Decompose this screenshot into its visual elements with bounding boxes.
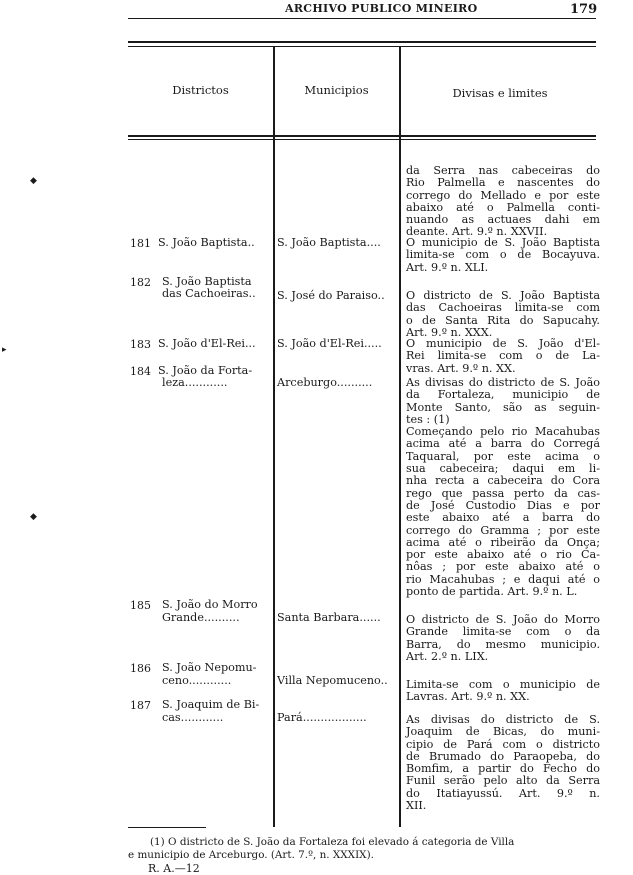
table-top-rule-thin	[128, 46, 596, 47]
table-top-rule	[128, 41, 596, 43]
municipality-name: Santa Barbara......	[277, 611, 381, 624]
signature-mark: R. A.—12	[148, 862, 200, 875]
division-text: As divisas do districto de S. Joaquim de Bicas, do muni- cipio de Pará com o districto de Brumado do Paraopeba, do Bomfim, a partir do Fecho do Funil serão pelo alto da Serra do Itatiayussú. Art. 9.º n. XII.	[406, 713, 600, 813]
entry-number: 183	[130, 338, 151, 351]
continued-division-text: da Serra nas cabeceiras do Rio Palmella e nascentes do corrego do Mellado e por este abaixo até o Palmella conti- nuando as actuaes dahi em deante. Art. 9.º n. XXVII.	[406, 164, 600, 239]
running-header-title: ARCHIVO PUBLICO MINEIRO	[285, 2, 478, 15]
division-text: O districto de S. João Baptista das Cachoeiras limita-se com o de Santa Rita do Sapucahy. Art. 9.º n. XXX.	[406, 289, 600, 339]
page-number: 179	[570, 2, 598, 17]
district-name: S. João Nepomu-	[162, 661, 257, 674]
division-text: O municipio de S. João d'El- Rei limita-se com o de La- vras. Art. 9.º n. XX.	[406, 337, 600, 375]
district-name: S. João Baptista..	[158, 236, 255, 249]
entry-number: 187	[130, 699, 151, 712]
district-name: Grande..........	[162, 611, 240, 624]
division-text: O districto de S. João do Morro Grande limita-se com o da Barra, do mesmo municipio. Art. 2.º n. LIX.	[406, 613, 600, 663]
district-name: ceno............	[162, 674, 232, 687]
entry-number: 185	[130, 599, 151, 612]
district-name: S. Joaquim de Bi-	[162, 698, 260, 711]
district-name: cas............	[162, 711, 224, 724]
footnote-rule	[128, 827, 206, 828]
footnote-text: e municipio de Arceburgo. (Art. 7.º, n. XXXIX).	[128, 849, 374, 861]
margin-mark: ◆	[30, 176, 37, 186]
municipality-name: Arceburgo..........	[277, 376, 373, 389]
district-name: S. João d'El-Rei...	[158, 337, 256, 350]
column-header-divisions: Divisas e limites	[452, 86, 548, 100]
municipality-name: S. João d'El-Rei.....	[277, 337, 382, 350]
column-divider-right	[399, 47, 401, 827]
division-text: Limita-se com o municipio de Lavras. Art. 9.º n. XX.	[406, 678, 600, 704]
footnote-text: (1) O districto de S. João da Fortaleza foi elevado á categoria de Villa	[150, 836, 515, 848]
entry-number: 181	[130, 237, 151, 250]
division-text: O municipio de S. João Baptista limita-se com o de Bocayuva. Art. 9.º n. XLI.	[406, 236, 600, 274]
district-name: S. João do Morro	[162, 598, 258, 611]
column-header-districts: Districtos	[172, 83, 229, 97]
district-name: leza............	[162, 376, 228, 389]
header-rule	[128, 18, 596, 19]
municipality-name: S. José do Paraiso..	[277, 289, 385, 302]
district-name: das Cachoeiras..	[162, 287, 256, 300]
column-divider-left	[273, 47, 275, 827]
entry-number: 182	[130, 276, 151, 289]
margin-mark: ▸	[2, 345, 7, 355]
heading-bottom-rule-thin	[128, 139, 596, 140]
municipality-name: S. João Baptista....	[277, 236, 381, 249]
margin-mark: ◆	[30, 512, 37, 522]
entry-number: 184	[130, 365, 151, 378]
district-name: S. João Baptista	[162, 275, 252, 288]
heading-bottom-rule	[128, 135, 596, 137]
division-text: As divisas do districto de S. João da Fortaleza, municipio de Monte Santo, são as seguin- tes : (1) Começando pelo rio Macahubas acima até a barra do Corregá Taquaral, por este acima o sua cabeceira; daqui em li- nha recta a cabeceira do Cora rego que passa perto da cas- de José Custodio Dias e por este abaixo até a barra do corrego do Gramma ; por este acima até o ribeirão da Onça; por este abaixo até o rio Ca- nôas ; por este abaixo até o rio Macahubas ; e daqui até o ponto de partida. Art. 9.º n. L.	[406, 376, 600, 599]
column-header-municipalities: Municipios	[304, 83, 369, 97]
entry-number: 186	[130, 662, 151, 675]
municipality-name: Villa Nepomuceno..	[277, 674, 388, 687]
district-name: S. João da Forta-	[158, 364, 253, 377]
municipality-name: Pará..................	[277, 711, 367, 724]
